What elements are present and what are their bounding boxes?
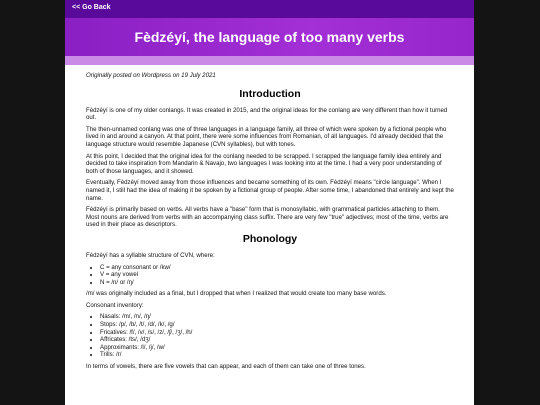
list-item: • Approximants: /l/, /j/, /w/ [100,344,454,352]
intro-paragraph: At this point, I decided that the original idea for the conlang needed to be scrapped. I scrapped the language family idea entirely and decided to take inspiration from Mandarin & Navajo, two languages I was looking into at the time. I had a very poor understanding of both of those languages, and it showed. [86,152,442,175]
section-heading-introduction: Introduction [239,87,301,100]
consonant-inventory-list [86,313,454,359]
syllable-structure-list [86,264,454,287]
section-heading-phonology: Phonology [242,232,298,245]
banner-accent-stripe [65,56,474,65]
vowel-paragraph-cutoff: In terms of vowels, there are five vowels that can appear, and each of them can take one of three tones. [86,363,366,371]
final-nasal-note: /m/ was originally included as a final, but I dropped that when I realized that would create too many base words. [86,290,387,298]
article-content [86,72,454,375]
list-item: • Fricatives: /f/, /v/, /s/, /z/, /ʃ/, /ʒ/, /h/ [100,329,454,337]
list-item: • C = any consonant or /kw/ [100,264,454,272]
intro-paragraph: Fèdzéyí is one of my older conlangs. It was created in 2015, and the original ideas for the conlang are very different than how it turned out. [86,106,448,122]
intro-paragraph: Fèdzéyí is primarily based on verbs. All verbs have a "base" form that is monosyllabic, with grammatical particles attaching to them. Most nouns are derived from verbs with an accompanying class suffix. There are very few "true" adjectives; most of the time, verbs are used in their place as descriptors. [86,206,449,229]
title-banner [65,18,474,56]
posted-date: Originally posted on Wordpress on 19 July 2021 [86,72,216,79]
go-back-link[interactable]: << Go Back [72,4,111,11]
page-title: Fèdzéyí, the language of too many verbs [134,29,405,45]
list-item: • Affricates: /ts/, /dʒ/ [100,336,454,344]
consonant-inventory-intro: Consonant inventory: [86,301,144,309]
syllable-structure-intro: Fèdzéyí has a syllable structure of CVN, where: [86,251,215,259]
list-item: • V = any vowel [100,271,454,279]
intro-paragraph: The then-unnamed conlang was one of three languages in a language family, all three of which were spoken by a fictional people who lived in and around a canyon. At that point, there were some influences from Romanian, of all languages. I'd already decided that the language structure would resemble Japanese (CVN syllables), but with tones. [86,125,447,148]
list-item: • Nasals: /m/, /n/, /ŋ/ [100,313,454,321]
list-item: • N = /n/ or /ŋ/ [100,279,454,287]
top-nav-bar [65,0,474,18]
list-item: • Stops: /p/, /b/, /t/, /d/, /k/, /g/ [100,321,454,329]
intro-paragraph: Eventually, Fèdzéyí moved away from those influences and became something of its own. Fèdzéyí means "circle language". When I named it, I still had the idea of making it be spoken by a fictional group of people. After some time, I abandoned that entirely and kept the name. [86,179,454,202]
list-item: • Trills: /r/ [100,351,454,359]
